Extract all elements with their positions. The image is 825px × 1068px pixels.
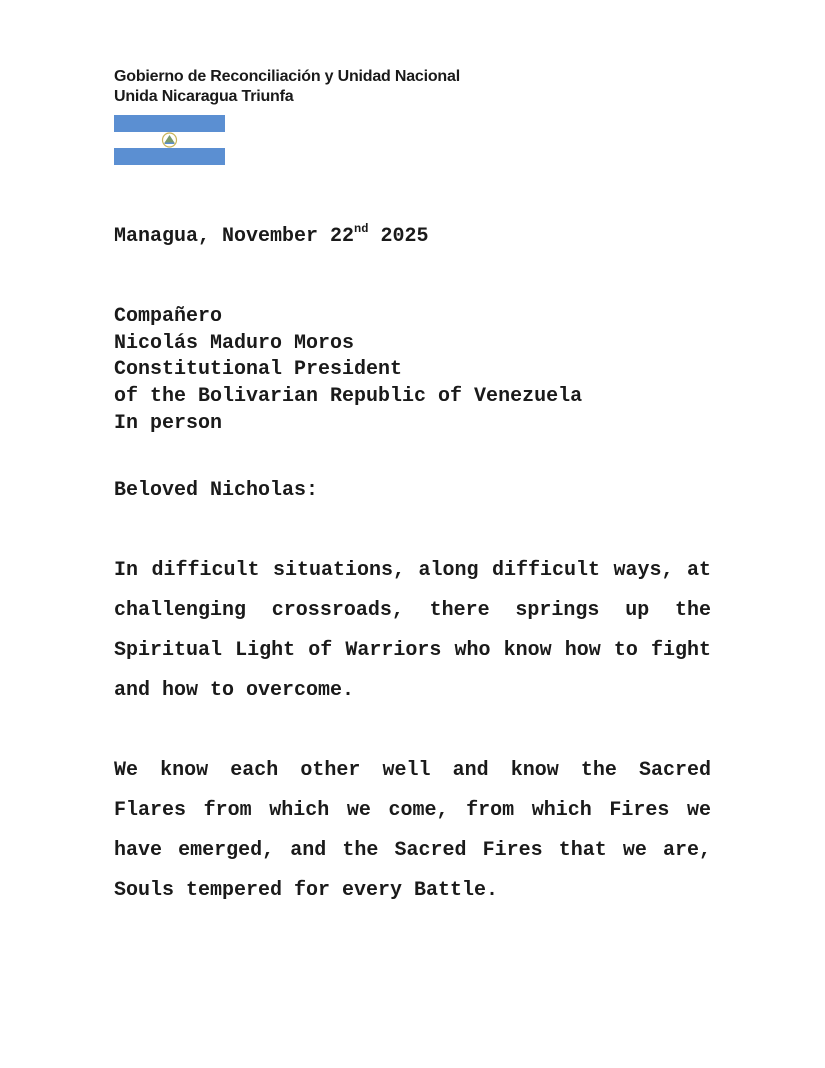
body-paragraph: In difficult situations, along difficult ways, at challenging crossroads, there springs up the Spiritual Light of Warriors who know how to fight and how to overcome. bbox=[114, 559, 711, 702]
letterhead bbox=[114, 67, 460, 107]
date-year: 2025 bbox=[380, 225, 429, 248]
nicaragua-flag-icon bbox=[114, 115, 225, 165]
recipient-line: In person bbox=[114, 411, 223, 435]
date-ordinal-suffix: nd bbox=[354, 222, 369, 236]
letterhead-government-name: Gobierno de Reconciliación y Unidad Nacional bbox=[114, 68, 460, 85]
letterhead-slogan: Unida Nicaragua Triunfa bbox=[114, 88, 294, 105]
recipient-line: Constitutional President bbox=[114, 358, 403, 382]
body-paragraph: We know each other well and know the Sacred Flares from which we come, from which Fires we have emerged, and the Sacred Fires that we are, Souls tempered for every Battle. bbox=[114, 759, 711, 902]
recipient-line: Nicolás Maduro Moros bbox=[114, 331, 355, 355]
recipient-line: Compañero bbox=[114, 305, 223, 328]
date-text: Managua, November 22 bbox=[114, 225, 355, 248]
letter-date bbox=[114, 224, 428, 251]
recipient-line: of the Bolivarian Republic of Venezuela bbox=[114, 385, 583, 409]
salutation: Beloved Nicholas: bbox=[114, 479, 319, 502]
recipient-block bbox=[114, 304, 582, 438]
